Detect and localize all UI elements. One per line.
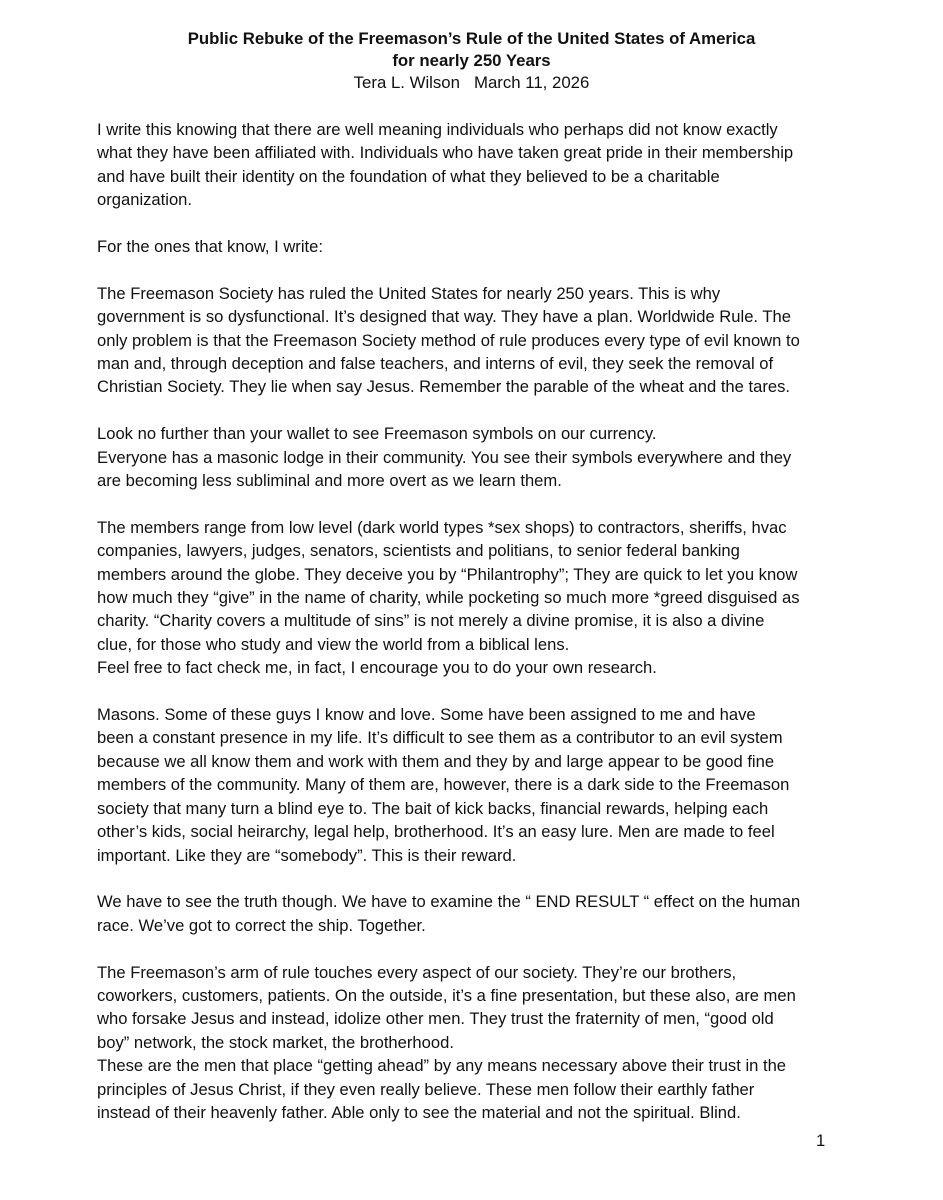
document-date: March 11, 2026 bbox=[473, 73, 590, 92]
text-line: are becoming less subliminal and more overt as we learn them. bbox=[97, 471, 562, 491]
text-line: charity. “Charity covers a multitude of sins” is not merely a divine promise, it is also a divine bbox=[97, 611, 765, 631]
paragraph bbox=[97, 516, 857, 680]
paragraph bbox=[97, 118, 857, 212]
text-line: For the ones that know, I write: bbox=[97, 237, 323, 257]
text-line: and have built their identity on the foundation of what they believed to be a charitable bbox=[97, 166, 720, 186]
text-line: man and, through deception and false teachers, and interns of evil, they seek the removal of bbox=[97, 354, 774, 374]
text-line: who forsake Jesus and instead, idolize other men. They trust the fraternity of men, “good old bbox=[97, 1009, 774, 1029]
text-line: We have to see the truth though. We have to examine the “ END RESULT “ effect on the human bbox=[97, 892, 801, 912]
paragraph bbox=[97, 890, 857, 937]
text-line: important. Like they are “somebody”. This is their reward. bbox=[97, 845, 517, 865]
text-line: boy” network, the stock market, the brotherhood. bbox=[97, 1032, 454, 1052]
text-line: other’s kids, social heirarchy, legal help, brotherhood. It’s an easy lure. Men are made to feel bbox=[97, 822, 775, 842]
text-line: I write this knowing that there are well meaning individuals who perhaps did not know exactly bbox=[97, 120, 778, 139]
text-line: Feel free to fact check me, in fact, I encourage you to do your own research. bbox=[97, 658, 657, 678]
text-line: Everyone has a masonic lodge in their community. You see their symbols everywhere and they bbox=[97, 447, 792, 467]
text-line: organization. bbox=[97, 190, 193, 210]
text-line: coworkers, customers, patients. On the outside, it’s a fine presentation, but these also, are men bbox=[97, 985, 796, 1005]
text-line: members around the globe. They deceive you by “Philantrophy”; They are quick to let you know bbox=[97, 564, 798, 584]
paragraph bbox=[97, 235, 857, 258]
text-line: members of the community. Many of them are, however, there is a dark side to the Freemason bbox=[97, 775, 790, 795]
text-line: race. We’ve got to correct the ship. Together. bbox=[97, 915, 426, 935]
text-line: been a constant presence in my life. It’s difficult to see them as a contributor to an evil system bbox=[97, 728, 783, 748]
text-line: Masons. Some of these guys I know and love. Some have been assigned to me and have bbox=[97, 705, 756, 725]
paragraph bbox=[97, 282, 857, 399]
text-line: what they have been affiliated with. Individuals who have taken great pride in their membership bbox=[97, 143, 794, 163]
paragraph bbox=[97, 703, 857, 867]
text-line: The Freemason’s arm of rule touches every aspect of our society. They’re our brothers, bbox=[97, 962, 737, 982]
text-line: only problem is that the Freemason Society method of rule produces every type of evil known to bbox=[97, 330, 800, 350]
page-number: 1 bbox=[816, 1131, 826, 1150]
author-name: Tera L. Wilson bbox=[353, 73, 460, 92]
text-line: clue, for those who study and view the world from a biblical lens. bbox=[97, 634, 570, 654]
byline bbox=[0, 72, 943, 94]
text-line: The members range from low level (dark world types *sex shops) to contractors, sheriffs, hvac bbox=[97, 517, 787, 537]
document-title-line-2: for nearly 250 Years bbox=[392, 51, 551, 70]
text-line: how much they “give” in the name of charity, while pocketing so much more *greed disguised as bbox=[97, 588, 800, 608]
text-line: society that many turn a blind eye to. The bait of kick backs, financial rewards, helping each bbox=[97, 798, 769, 818]
document-body bbox=[97, 118, 857, 1148]
document-header bbox=[0, 28, 943, 94]
text-line: The Freemason Society has ruled the United States for nearly 250 years. This is why bbox=[97, 283, 721, 303]
document-title-line-1: Public Rebuke of the Freemason’s Rule of the United States of America bbox=[187, 29, 756, 48]
text-line: companies, lawyers, judges, senators, scientists and politians, to senior federal banking bbox=[97, 541, 740, 561]
text-line: Look no further than your wallet to see Freemason symbols on our currency. bbox=[97, 424, 657, 444]
text-line: government is so dysfunctional. It’s designed that way. They have a plan. Worldwide Rule. The bbox=[97, 307, 791, 327]
text-line: principles of Jesus Christ, if they even really believe. These men follow their earthly father bbox=[97, 1079, 755, 1099]
text-line: Christian Society. They lie when say Jesus. Remember the parable of the wheat and the tares. bbox=[97, 377, 790, 397]
text-line: instead of their heavenly father. Able only to see the material and not the spiritual. Blind. bbox=[97, 1102, 741, 1122]
text-line: These are the men that place “getting ahead” by any means necessary above their trust in the bbox=[97, 1056, 787, 1076]
paragraph bbox=[97, 961, 857, 1125]
text-line: because we all know them and work with them and they by and large appear to be good fine bbox=[97, 751, 775, 771]
paragraph bbox=[97, 422, 857, 492]
